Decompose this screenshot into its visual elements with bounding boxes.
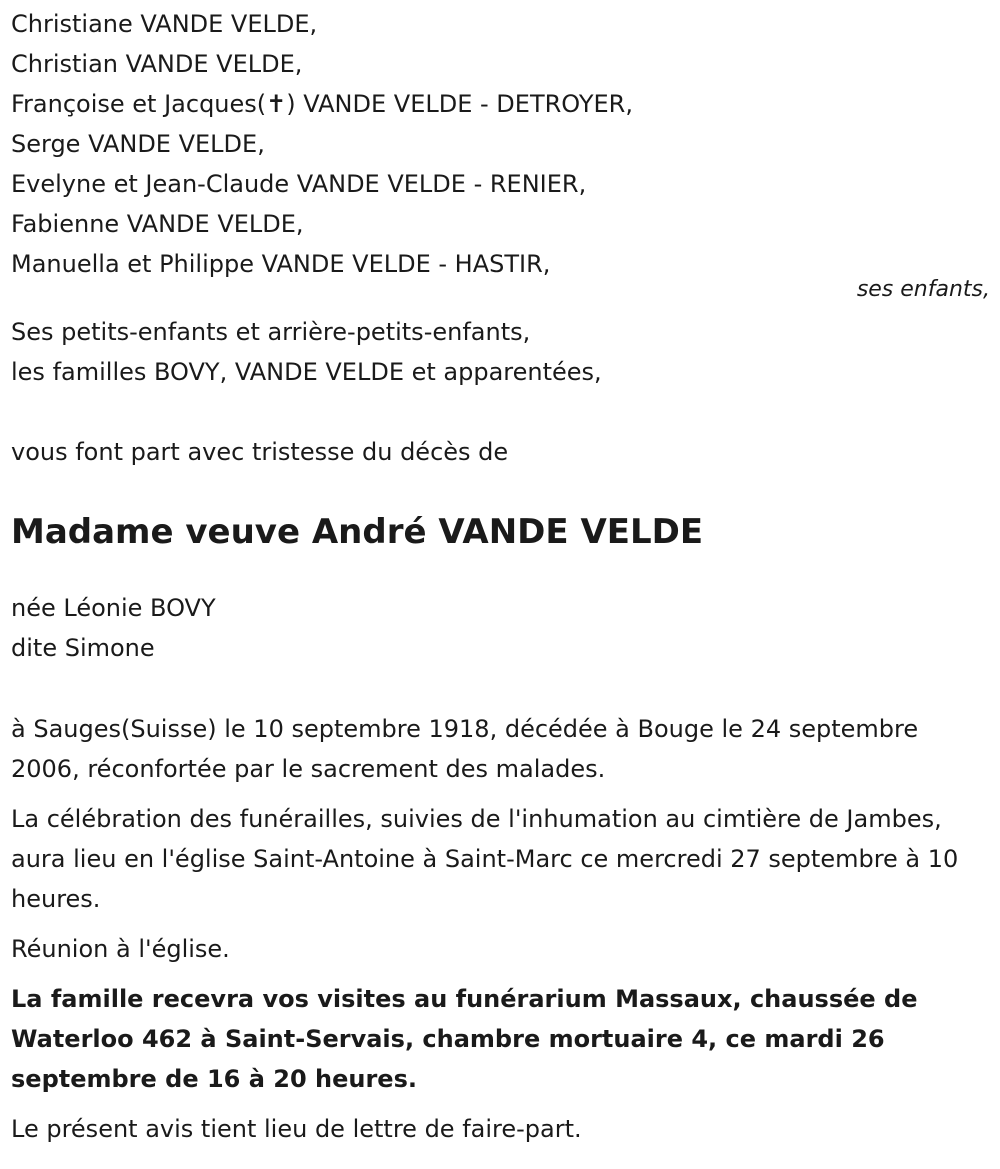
children-list bbox=[11, 4, 991, 284]
birth-death-paragraph: à Sauges(Suisse) le 10 septembre 1918, décédée à Bouge le 24 septembre 2006, réconfortée par le sacrement des malades. bbox=[11, 715, 919, 783]
visits-paragraph: La famille recevra vos visites au funérarium Massaux, chaussée de Waterloo 462 à Saint-Servais, chambre mortuaire 4, ce mardi 26 septembre de 16 à 20 heures. bbox=[11, 985, 918, 1093]
notice-paragraph: Le présent avis tient lieu de lettre de faire-part. bbox=[11, 1115, 582, 1143]
child-name: Françoise et Jacques(✝) VANDE VELDE - DETROYER, bbox=[11, 90, 633, 118]
other-relatives bbox=[11, 312, 991, 392]
relatives-line: les familles BOVY, VANDE VELDE et apparentées, bbox=[11, 358, 602, 386]
funeral-paragraph: La célébration des funérailles, suivies de l'inhumation au cimtière de Jambes, aura lieu en l'église Saint-Antoine à Saint-Marc ce mercredi 27 septembre à 10 heures. bbox=[11, 805, 959, 913]
child-name: Christiane VANDE VELDE, bbox=[11, 10, 318, 38]
deceased-details bbox=[11, 588, 991, 668]
nickname: dite Simone bbox=[11, 634, 155, 662]
obituary-notice bbox=[11, 0, 991, 1149]
children-role-label: ses enfants, bbox=[856, 277, 990, 302]
deceased-name: Madame veuve André VANDE VELDE bbox=[11, 512, 704, 552]
child-name: Serge VANDE VELDE, bbox=[11, 130, 265, 158]
relatives-line: Ses petits-enfants et arrière-petits-enfants, bbox=[11, 318, 531, 346]
child-name: Evelyne et Jean-Claude VANDE VELDE - RENIER, bbox=[11, 170, 587, 198]
child-name: Fabienne VANDE VELDE, bbox=[11, 210, 304, 238]
birth-name: née Léonie BOVY bbox=[11, 594, 216, 622]
announcement-intro: vous font part avec tristesse du décès de bbox=[11, 438, 509, 466]
child-name: Christian VANDE VELDE, bbox=[11, 50, 303, 78]
child-name: Manuella et Philippe VANDE VELDE - HASTIR, bbox=[11, 250, 551, 278]
meeting-paragraph: Réunion à l'église. bbox=[11, 935, 230, 963]
